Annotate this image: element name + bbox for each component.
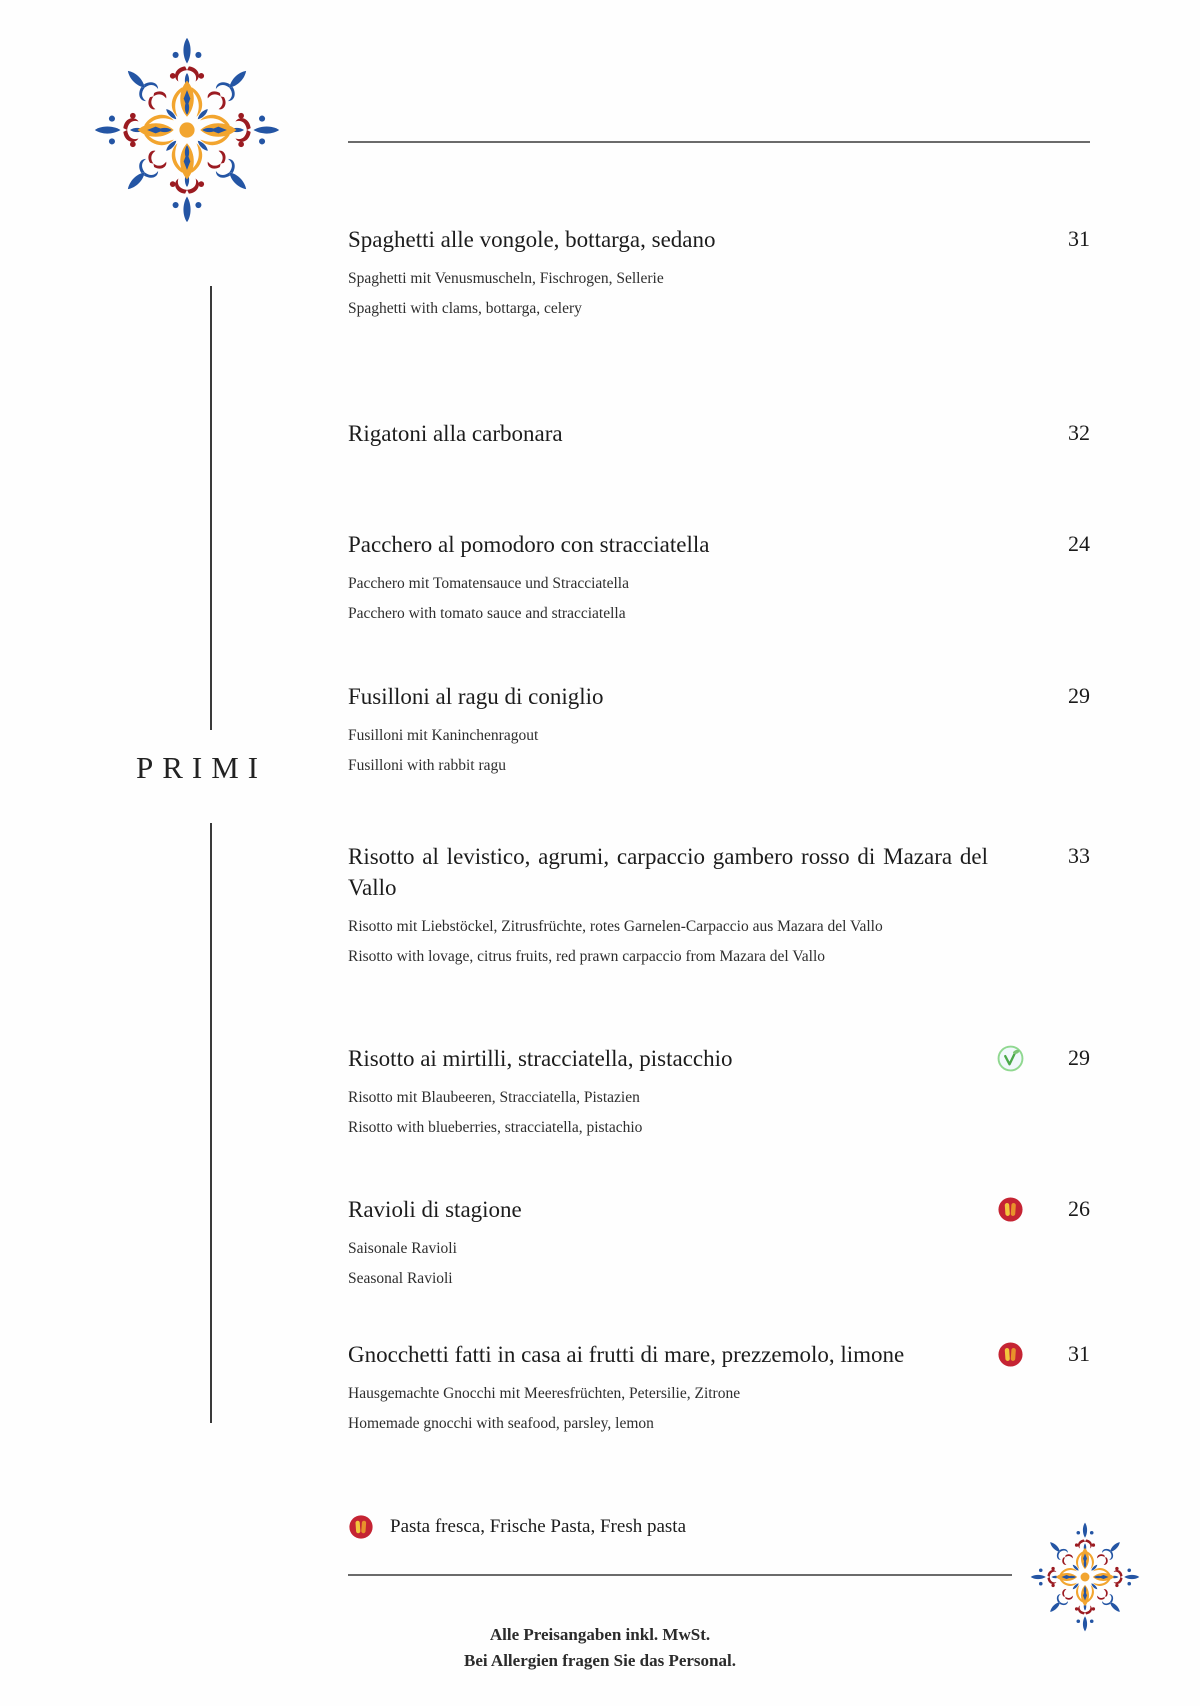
menu-item-description-en: Homemade gnocchi with seafood, parsley, lemon (348, 1415, 654, 1432)
menu-item-description-en: Fusilloni with rabbit ragu (348, 757, 507, 774)
menu-item-price: 31 (1068, 1341, 1090, 1366)
divider-line-top (348, 141, 1090, 143)
footer-line-allergy: Bei Allergien fragen Sie das Personal. (464, 1651, 736, 1670)
menu-item-price: 26 (1068, 1196, 1090, 1221)
menu-item-description-de: Risotto mit Liebstöckel, Zitrusfrüchte, rotes Garnelen-Carpaccio aus Mazara del Vallo (348, 918, 883, 935)
menu-item-price: 29 (1068, 683, 1090, 708)
menu-item-title: Pacchero al pomodoro con stracciatella (348, 532, 710, 557)
rosette-ornament-icon (1029, 1521, 1141, 1633)
menu-item-title: Spaghetti alle vongole, bottarga, sedano (348, 227, 716, 252)
menu-item-price: 31 (1068, 226, 1090, 251)
footer-line-vat: Alle Preisangaben inkl. MwSt. (489, 1625, 711, 1644)
menu-item-description-de: Spaghetti mit Venusmuscheln, Fischrogen, Sellerie (348, 270, 664, 287)
menu-item-title: Fusilloni al ragu di coniglio (348, 684, 604, 709)
menu-item-description-en: Spaghetti with clams, bottarga, celery (348, 300, 582, 317)
menu-item (348, 681, 1090, 774)
section-vertical-rule-lower (210, 823, 212, 1423)
menu-item-description-de: Risotto mit Blaubeeren, Stracciatella, Pistazien (348, 1089, 640, 1106)
menu-item (348, 1043, 1090, 1136)
menu-item-title: Ravioli di stagione (348, 1197, 522, 1222)
menu-item-description-en: Seasonal Ravioli (348, 1270, 453, 1287)
menu-item-description-de: Pacchero mit Tomatensauce und Stracciatella (348, 575, 629, 592)
menu-item-description-de: Saisonale Ravioli (348, 1240, 457, 1257)
divider-line-bottom (348, 1574, 1012, 1576)
menu-item-description-en: Pacchero with tomato sauce and stracciatella (348, 605, 626, 622)
menu-item-description-en: Risotto with blueberries, stracciatella, pistachio (348, 1119, 643, 1136)
menu-item-description-en: Risotto with lovage, citrus fruits, red prawn carpaccio from Mazara del Vallo (348, 948, 826, 965)
footer (0, 1622, 1200, 1674)
menu-item (348, 841, 1090, 965)
menu-item (348, 1194, 1090, 1287)
menu-item-title: Risotto ai mirtilli, stracciatella, pistacchio (348, 1046, 733, 1071)
menu-item-title: Gnocchetti fatti in casa ai frutti di mare, prezzemolo, limone (348, 1342, 905, 1367)
menu-item-title: Risotto al levistico, agrumi, carpaccio gambero rosso di Mazara del Vallo (348, 844, 988, 900)
menu-item-price: 29 (1068, 1045, 1090, 1070)
pasta-icon (348, 1514, 374, 1540)
menu-item (348, 529, 1090, 622)
menu-item-price: 32 (1068, 420, 1090, 445)
legend-label: Pasta fresca, Frische Pasta, Fresh pasta (390, 1516, 687, 1537)
menu-item (348, 418, 1090, 449)
menu-item-price: 24 (1068, 531, 1090, 556)
menu-item-title: Rigatoni alla carbonara (348, 421, 563, 446)
section-title: PRIMI (136, 750, 268, 785)
legend (348, 1514, 686, 1540)
rosette-ornament-icon (92, 35, 282, 225)
menu-item-price: 33 (1068, 843, 1090, 868)
menu-item (348, 224, 1090, 317)
menu-item-description-de: Fusilloni mit Kaninchenragout (348, 727, 539, 744)
section-vertical-rule-upper (210, 286, 212, 730)
menu-item (348, 1339, 1090, 1432)
menu-item-description-de: Hausgemachte Gnocchi mit Meeresfrüchten, Petersilie, Zitrone (348, 1385, 741, 1402)
